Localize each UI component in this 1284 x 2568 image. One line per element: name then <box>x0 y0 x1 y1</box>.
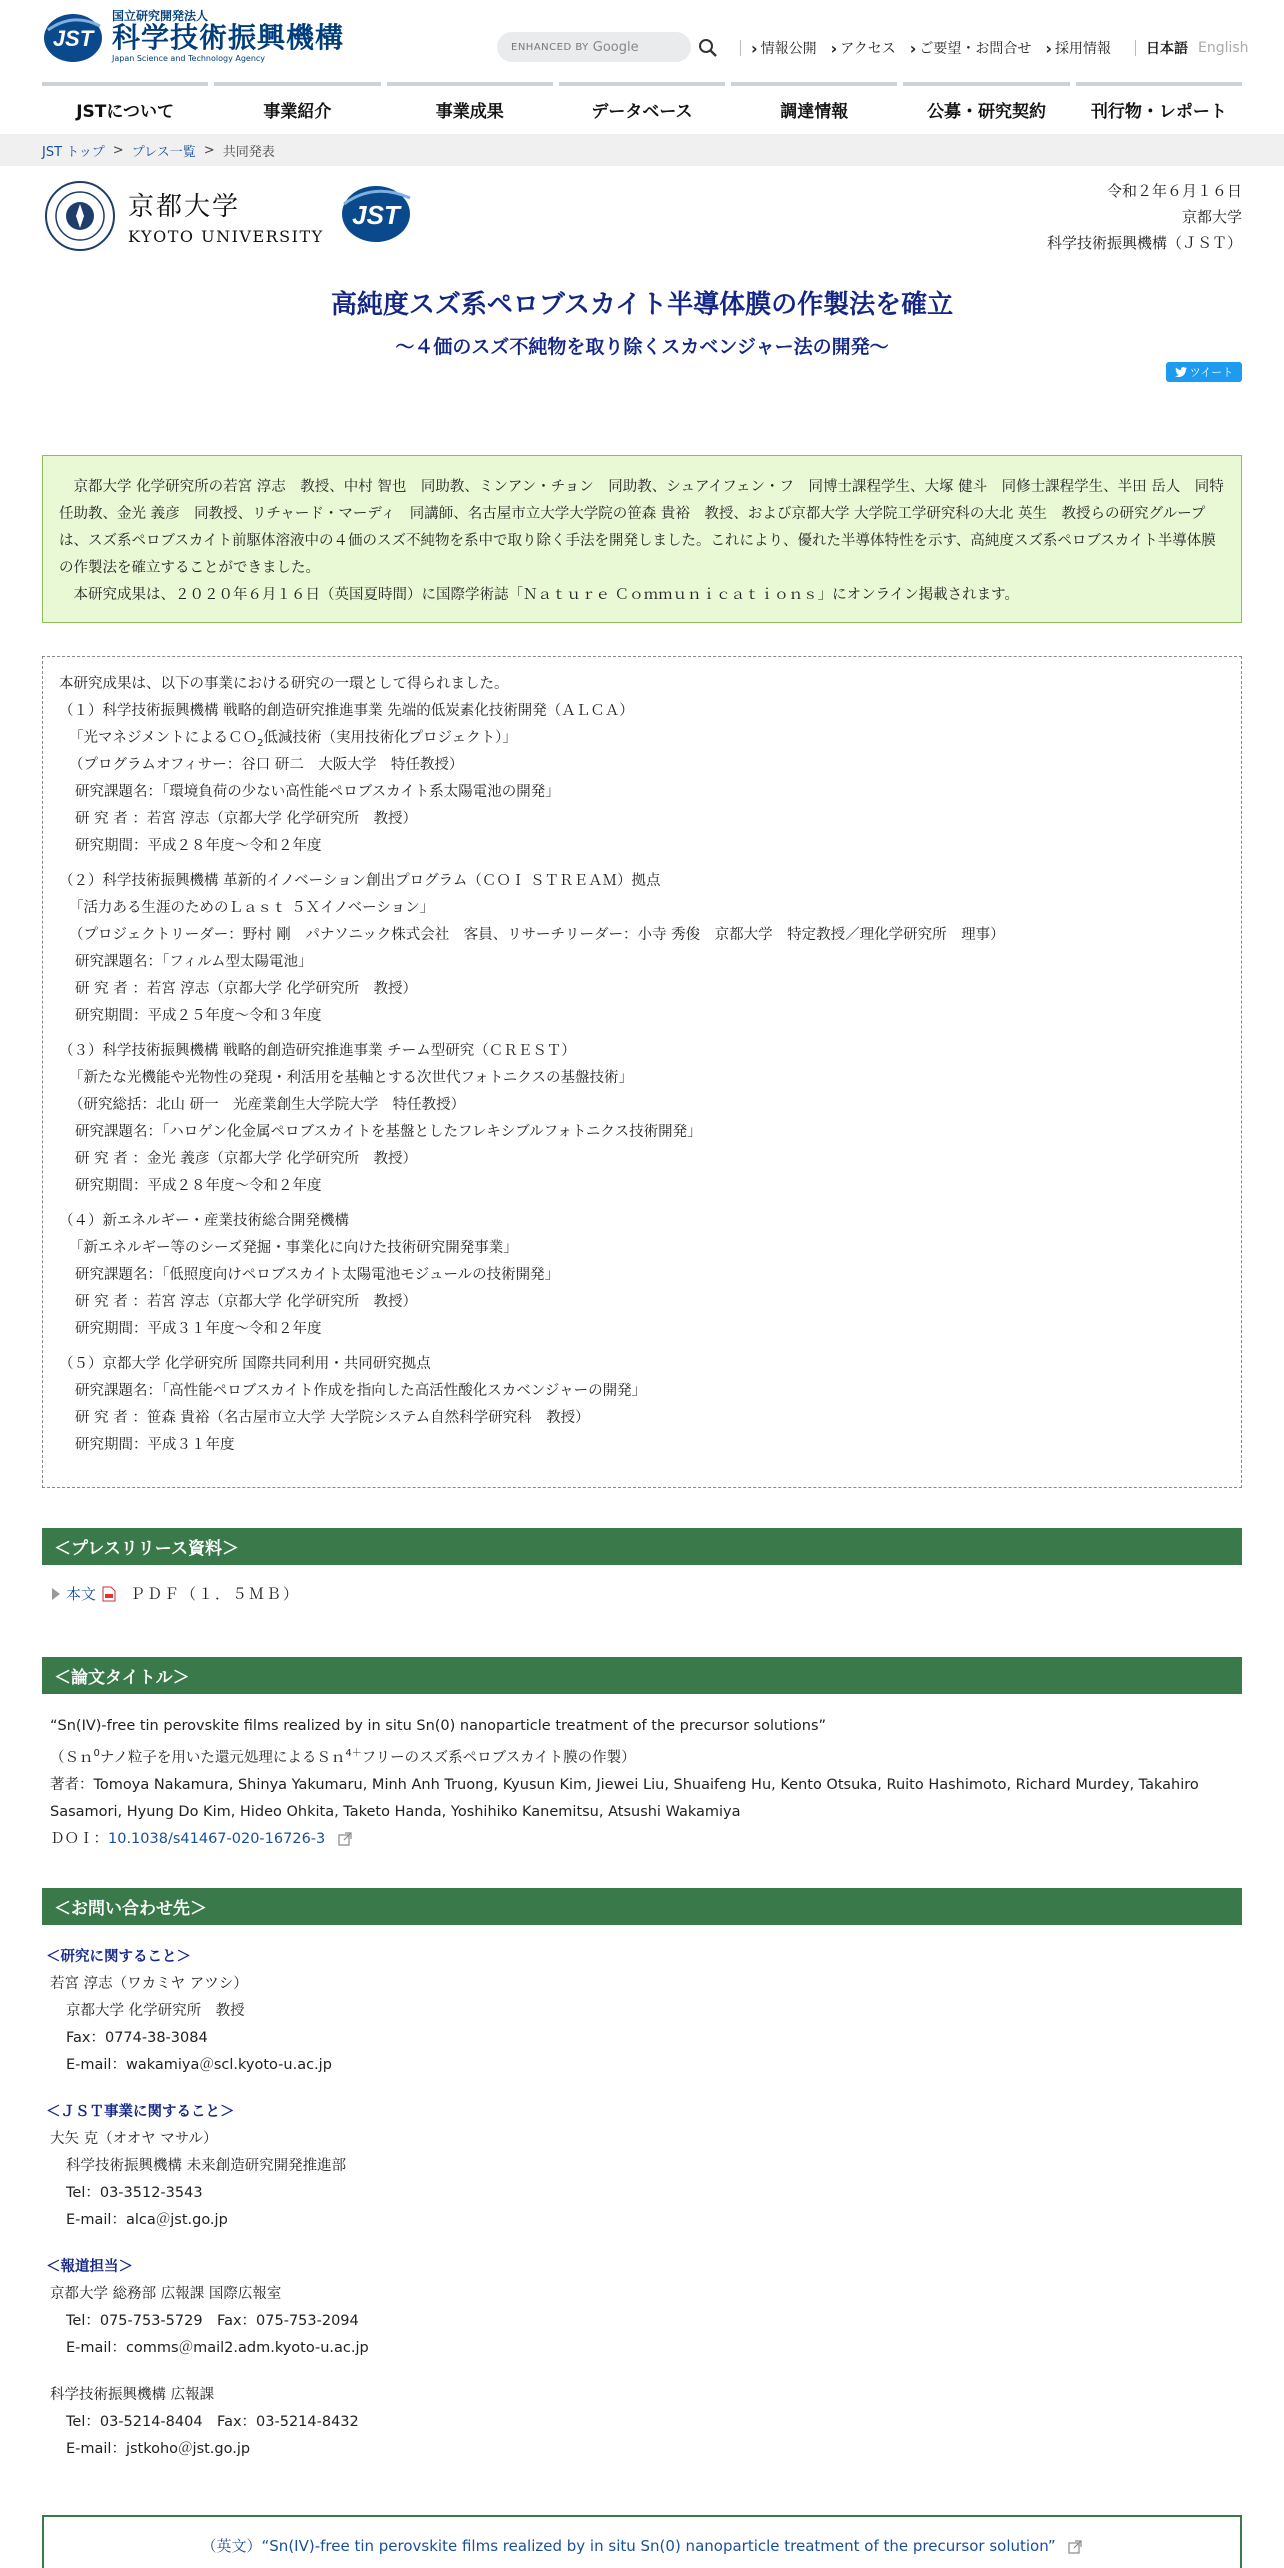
funding-researcher: 研 究 者 ：笹森 貴裕（名古屋市立大学 大学院システム自然科学研究科 教授） <box>75 1410 590 1426</box>
univ-name-en: KYOTO UNIVERSITY <box>128 227 324 246</box>
funding-program: （４）新エネルギー・産業技術総合開発機構 <box>59 1213 349 1229</box>
funding-program: （５）京都大学 化学研究所 国際共同利用・共同研究拠点 <box>59 1356 431 1372</box>
release-date: 令和２年６月１６日 <box>1106 182 1242 200</box>
global-nav <box>42 82 1242 132</box>
utility-nav <box>730 38 1249 58</box>
funding-researcher: 研 究 者 ：若宮 淳志（京都大学 化学研究所 教授） <box>75 981 418 997</box>
release-date-block <box>1047 178 1242 256</box>
jst-logo-icon <box>334 178 414 250</box>
breadcrumb-press[interactable]: プレス一覧 <box>131 144 196 160</box>
contact-section <box>46 1944 1236 2463</box>
site-header <box>0 0 1284 80</box>
contact-email: E-mail：jstkoho＠jst.go.jp <box>66 2441 251 2457</box>
funding-researcher: 研 究 者 ：金光 義彦（京都大学 化学研究所 教授） <box>75 1151 418 1167</box>
contact-fax: Fax：0774-38-3084 <box>66 2030 208 2046</box>
search-icon[interactable] <box>697 37 719 59</box>
nav-results[interactable]: 事業成果 <box>387 82 553 132</box>
contact-research-heading: ＜研究に関すること＞ <box>46 1949 191 1965</box>
issuer-jst: 科学技術振興機構（ＪＳＴ） <box>1046 234 1242 252</box>
contact-tel: Tel：075-753-5729 Fax：075-753-2094 <box>66 2313 359 2329</box>
page-subtitle: ～４価のスズ不純物を取り除くスカベンジャー法の開発～ <box>395 336 889 358</box>
summary-paragraph: 京都大学 化学研究所の若宮 淳志 教授、中村 智也 同助教、ミンアン・チョン 同助教、シュアイフェン・フ 同博士課程学生、大塚 健斗 同修士課程学生、半田 岳人 同特任助教、金光 義彦 同教授、リチャード・マーディ 同講師、名古屋市立大学大学院の笹森 貴裕 教授、および京都大学 大学院工学研究科の大北 英生 教授らの研究グループは、スズ系ペロブスカイト前駆体溶液中の４価のスズ不純物を系中で取り除く手法を開発しました。これにより、優れた半導体特性を示す、高純度スズ系ペロブスカイト半導体膜の作製法を確立することができました。 <box>59 479 1224 576</box>
lang-english[interactable]: English <box>1197 40 1249 56</box>
funding-period: 研究期間：平成２８年度～令和２年度 <box>75 1178 322 1194</box>
issuer-kyoto: 京都大学 <box>1181 208 1242 226</box>
org-english: Japan Science and Technology Agency <box>112 53 266 63</box>
funding-project: 「活力ある生涯のためのＬａｓｔ ５Ｘイノベーション」 <box>69 900 435 916</box>
bullet-triangle-icon <box>52 1588 60 1600</box>
breadcrumb-separator: > <box>112 142 124 158</box>
contact-affiliation: 科学技術振興機構 広報課 <box>50 2387 215 2403</box>
funding-topic: 研究課題名：「ハロゲン化金属ペロブスカイトを基盤としたフレキシブルフォトニクス技術開発」 <box>75 1124 702 1140</box>
funding-researcher: 研 究 者 ：若宮 淳志（京都大学 化学研究所 教授） <box>75 1294 418 1310</box>
funding-period: 研究期間：平成２８年度～令和２年度 <box>75 838 322 854</box>
tweet-button[interactable] <box>1166 362 1242 382</box>
funding-program: （３）科学技術振興機構 戦略的創造研究推進事業 チーム型研究（ＣＲＥＳＴ） <box>59 1043 576 1059</box>
paper-heading: ＜論文タイトル＞ <box>42 1657 1242 1694</box>
paper-authors: 著者：Tomoya Nakamura, Shinya Yakumaru, Minh Anh Truong, Kyusun Kim, Jiewei Liu, Shuaifeng Hu, Kento Otsuka, Ruito Hashimoto, Richard Murdey, Takahiro Sasamori, Hyung Do Kim, Hideo Ohkita, Taketo Handa, Yoshihiko Kanemitsu, Atsushi Wakamiya <box>50 1776 1199 1820</box>
breadcrumb-separator: > <box>203 142 215 158</box>
contact-tel: Tel：03-5214-8404 Fax：03-5214-8432 <box>66 2414 359 2430</box>
util-link-disclosure[interactable]: › 情報公開 <box>751 38 817 58</box>
paper-section <box>50 1713 1240 1853</box>
doi-link[interactable]: 10.1038/s41467-020-16726-3 <box>108 1830 326 1847</box>
contact-email: E-mail：wakamiya＠scl.kyoto-u.ac.jp <box>66 2057 332 2073</box>
pdf-icon <box>102 1586 116 1602</box>
funding-program: （２）科学技術振興機構 革新的イノベーション創出プログラム（ＣＯＩ ＳＴＲＥＡＭ）拠点 <box>59 873 661 889</box>
funding-project: 「光マネジメントによるＣＯ$_2$低減技術（実用技術化プロジェクト）」 <box>69 730 517 749</box>
page-title: 高純度スズ系ペロブスカイト半導体膜の作製法を確立 <box>330 290 954 320</box>
contact-name: 大矢 克（オオヤ マサル） <box>50 2131 218 2147</box>
funding-researcher: 研 究 者 ：若宮 淳志（京都大学 化学研究所 教授） <box>75 811 418 827</box>
nav-programs[interactable]: 事業紹介 <box>214 82 380 132</box>
jst-logo-icon <box>42 8 104 64</box>
divider <box>740 40 741 56</box>
contact-heading: ＜お問い合わせ先＞ <box>42 1888 1242 1925</box>
funding-topic: 研究課題名：「低照度向けペロブスカイト太陽電池モジュールの技術開発」 <box>75 1267 560 1283</box>
paper-title-en: “Sn(IV)-free tin perovskite films realized by in situ Sn(0) nanoparticle treatment of the precursor solutions” <box>50 1718 827 1734</box>
funding-topic: 研究課題名：「フィルム型太陽電池」 <box>75 954 313 970</box>
tweet-label: ツイート <box>1189 366 1234 379</box>
paper-doi: ＤＯＩ：10.1038/s41467-020-16726-3 <box>50 1826 1240 1853</box>
org-name: 科学技術振興機構 <box>112 20 345 54</box>
summary-paragraph: 本研究成果は、２０２０年６月１６日（英国夏時間）に国際学術誌「Ｎａｔｕｒｅ Ｃｏｍｍｕｎｉｃａｔｉｏｎｓ」にオンライン掲載されます。 <box>73 587 1020 603</box>
english-version-box <box>42 2515 1242 2568</box>
funding-period: 研究期間：平成２５年度～令和３年度 <box>75 1008 322 1024</box>
funding-period: 研究期間：平成３１年度～令和２年度 <box>75 1321 322 1337</box>
funding-box <box>42 656 1242 1488</box>
lang-japanese[interactable]: 日本語 <box>1145 41 1188 57</box>
svg-text:JST: JST <box>352 200 400 230</box>
contact-name: 若宮 淳志（ワカミヤ アツシ） <box>50 1976 248 1992</box>
summary-box <box>42 455 1242 623</box>
contact-affiliation: 科学技術振興機構 未来創造研究開発推進部 <box>66 2158 347 2174</box>
search-google-label: Google <box>592 39 639 55</box>
contact-email: E-mail：alca＠jst.go.jp <box>66 2212 228 2228</box>
funding-program: （１）科学技術振興機構 戦略的創造研究推進事業 先端的低炭素化技術開発（ＡＬＣＡ） <box>59 703 634 719</box>
funding-topic: 研究課題名：「高性能ペロブスカイト作成を指向した高活性酸化スカベンジャーの開発」 <box>75 1383 647 1399</box>
paper-title-ja: （Ｓｎ$^0$ナノ粒子を用いた還元処理によるＳｎ$^{4+}$フリーのスズ系ペロブスカイト膜の作製） <box>50 1748 636 1766</box>
contact-jst-heading: ＜ＪＳＴ事業に関すること＞ <box>46 2104 235 2120</box>
contact-affiliation: 京都大学 総務部 広報課 国際広報室 <box>50 2286 282 2302</box>
contact-tel: Tel：03-3512-3543 <box>66 2185 203 2201</box>
search-input[interactable] <box>497 32 691 62</box>
twitter-bird-icon <box>1175 367 1187 377</box>
breadcrumb <box>0 134 1284 166</box>
util-link-access[interactable]: › アクセス <box>831 38 896 58</box>
external-link-icon <box>338 1832 352 1846</box>
jst-logo[interactable] <box>42 8 344 64</box>
contact-media-heading: ＜報道担当＞ <box>46 2259 133 2275</box>
press-release-heading: ＜プレスリリース資料＞ <box>42 1528 1242 1565</box>
nav-database[interactable]: データベース <box>559 82 725 132</box>
press-release-link[interactable]: 本文 <box>66 1585 97 1603</box>
divider <box>1135 40 1136 56</box>
funding-topic: 研究課題名：「環境負荷の少ない高性能ペロブスカイト系太陽電池の開発」 <box>75 784 560 800</box>
external-link-icon <box>1068 2540 1082 2554</box>
breadcrumb-current: 共同発表 <box>222 144 275 160</box>
funding-project: 「新たな光機能や光物性の発現・利活用を基軸とする次世代フォトニクスの基盤技術」 <box>69 1070 634 1086</box>
press-release-row <box>52 1583 300 1604</box>
kyoto-university-seal-icon <box>44 180 116 252</box>
funding-period: 研究期間：平成３１年度 <box>75 1437 235 1453</box>
funding-intro: 本研究成果は、以下の事業における研究の一環として得られました。 <box>59 676 509 692</box>
nav-about[interactable]: JSTについて <box>42 82 208 132</box>
funding-project: 「新エネルギー等のシーズ発掘・事業化に向けた技術研究開発事業」 <box>69 1240 518 1256</box>
kyoto-university-logo <box>44 180 324 252</box>
breadcrumb-top[interactable]: JST トップ <box>42 144 105 160</box>
search-enhanced-label: ENHANCED BY <box>511 41 589 53</box>
util-link-recruit[interactable]: › 採用情報 <box>1045 38 1111 58</box>
org-small-label: 国立研究開発法人 <box>112 8 209 23</box>
contact-affiliation: 京都大学 化学研究所 教授 <box>66 2003 245 2019</box>
funding-officer: （研究総括：北山 研一 光産業創生大学院大学 特任教授） <box>69 1097 466 1113</box>
util-link-contact[interactable]: › ご要望・お問合せ <box>910 38 1032 58</box>
nav-calls[interactable]: 公募・研究契約 <box>903 82 1069 132</box>
nav-procurement[interactable]: 調達情報 <box>731 82 897 132</box>
english-version-link[interactable]: （英文）“Sn(IV)-free tin perovskite films realized by in situ Sn(0) nanoparticle treatment of the precursor solution” <box>201 2537 1056 2555</box>
svg-text:JST: JST <box>52 26 94 51</box>
contact-email: E-mail：comms＠mail2.adm.kyoto-u.ac.jp <box>66 2340 369 2356</box>
pdf-size: ＰＤＦ（１．５ＭＢ） <box>130 1585 301 1603</box>
funding-officer: （プロジェクトリーダー：野村 剛 パナソニック株式会社 客員、リサーチリーダー：小寺 秀俊 京都大学 特定教授／理化学研究所 理事） <box>69 927 1005 943</box>
nav-publications[interactable]: 刊行物・レポート <box>1076 82 1242 132</box>
univ-name-ja: 京都大学 <box>128 192 241 222</box>
funding-officer: （プログラムオフィサー：谷口 研二 大阪大学 特任教授） <box>69 757 464 773</box>
